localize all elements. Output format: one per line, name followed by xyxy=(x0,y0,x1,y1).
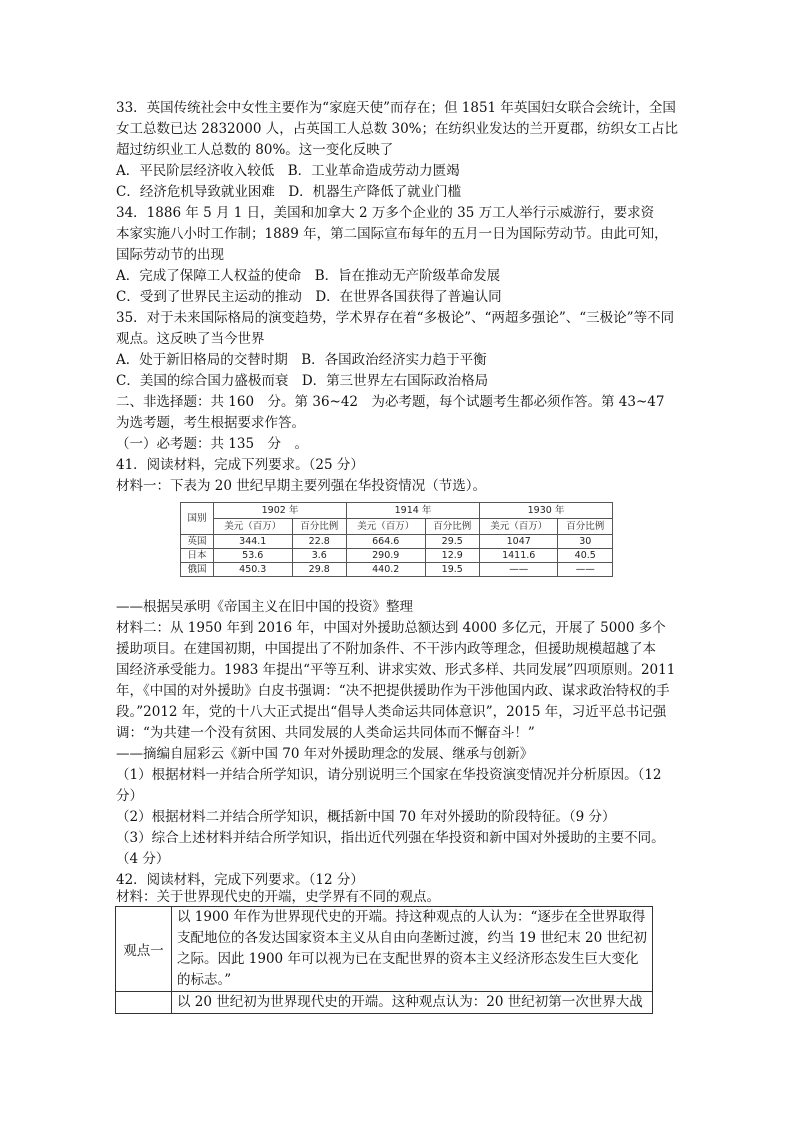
table-row xyxy=(181,563,613,577)
value-cell: 22.8 xyxy=(292,535,346,549)
q41-sub-3-cont: （4 分） xyxy=(116,851,170,867)
q33-line-2: 女工总数已达 2832000 人，占英国工人总数 30%；在纺织业发达的兰开夏郡，纺织女工占比 xyxy=(116,121,679,137)
q41-sub-3: （3）综合上述材料并结合所学知识，指出近代列强在华投资和新中国对外援助的主要不同。 xyxy=(116,830,665,846)
table-row xyxy=(181,549,613,563)
q35-options-cd: C．美国的综合国力盛极而衰 D．第三世界左右国际政治格局 xyxy=(116,373,489,389)
required-section-heading: （一）必考题：共 135 分 。 xyxy=(116,436,309,452)
q33-options-cd: C．经济危机导致就业困难 D．机器生产降低了就业门槛 xyxy=(116,184,462,200)
q42-material-intro: 材料：关于世界现代史的开端，史学界有不同的观点。 xyxy=(116,889,440,905)
sub-header-usd: 美元（百万） xyxy=(479,519,558,535)
value-cell: 450.3 xyxy=(214,563,293,577)
q34-line-3: 国际劳动节的出现 xyxy=(116,247,224,263)
table-row xyxy=(181,535,613,549)
q41-sub-1: （1）根据材料一并结合所学知识，请分别说明三个国家在华投资演变情况并分析原因。（12 xyxy=(116,767,662,783)
viewpoint-row xyxy=(116,992,653,1014)
q34-line-2: 本家实施八小时工作制；1889 年，第二国际宣布每年的五月一日为国际劳动节。由此可知， xyxy=(116,226,668,242)
q35-options-ab: A．处于新旧格局的交替时期 B．各国政治经济实力趋于平衡 xyxy=(116,352,487,368)
investment-table xyxy=(180,502,613,577)
q35-line-1: 35．对于未来国际格局的演变趋势，学术界存在着“多极论”、“两超多强论”、“三极论”等不同 xyxy=(116,310,675,326)
viewpoint-table xyxy=(115,906,653,1014)
viewpoint-label xyxy=(116,992,172,1014)
viewpoint-text: 以 1900 年作为世界现代史的开端。持这种观点的人认为：“逐步在全世界取得支配地位的各发达国家资本主义从自由向垄断过渡，约当 19 世纪末 20 世纪初之际。因此 1900 年可以视为已在支配世界的资本主义经济形态发生巨大变化的标志。” xyxy=(177,909,648,988)
year-header-1914: 1914 年 xyxy=(346,503,479,519)
year-header-1902: 1902 年 xyxy=(214,503,347,519)
value-cell: —— xyxy=(479,563,558,577)
material-2-line-6: 调：“为共建一个没有贫困、共同发展的人类命运共同体而不懈奋斗！” xyxy=(116,725,535,741)
viewpoint-cell xyxy=(172,992,653,1014)
material-2-line-4: 年，《中国的对外援助》白皮书强调：“决不把提供援助作为干涉他国内政、谋求政治特权的手 xyxy=(116,683,670,699)
value-cell: 344.1 xyxy=(214,535,293,549)
q35-line-2: 观点。这反映了当今世界 xyxy=(116,331,265,347)
value-cell: 40.5 xyxy=(558,549,613,563)
material-2-line-1: 材料二：从 1950 年到 2016 年，中国对外援助总额达到 4000 多亿元，开展了 5000 多个 xyxy=(116,620,666,636)
value-cell: 3.6 xyxy=(292,549,346,563)
value-cell: 29.8 xyxy=(292,563,346,577)
q33-options-ab: A．平民阶层经济收入较低 B．工业革命造成劳动力匮竭 xyxy=(116,163,460,179)
value-cell: 1411.6 xyxy=(479,549,558,563)
country-header: 国别 xyxy=(181,503,214,535)
sub-header-pct: 百分比例 xyxy=(425,519,479,535)
material-2-line-3: 国经济承受能力。1983 年提出“平等互利、讲求实效、形式多样、共同发展”四项原则。2011 xyxy=(116,662,676,678)
q41-material-1-intro: 材料一：下表为 20 世纪早期主要列强在华投资情况（节选）。 xyxy=(116,478,487,494)
q41-sub-1-cont: 分） xyxy=(116,788,143,804)
q34-line-1: 34．1886 年 5 月 1 日，美国和加拿大 2 万多个企业的 35 万工人举行示威游行，要求资 xyxy=(116,205,655,221)
viewpoint-label: 观点一 xyxy=(116,907,172,992)
value-cell: 664.6 xyxy=(346,535,425,549)
viewpoint-text: 以 20 世纪初为世界现代史的开端。这种观点认为：20 世纪初第一次世界大战 xyxy=(177,994,643,1010)
q34-options-ab: A．完成了保障工人权益的使命 B．旨在推动无产阶级革命发展 xyxy=(116,268,501,284)
viewpoint-cell xyxy=(172,907,653,992)
q34-options-cd: C．受到了世界民主运动的推动 D．在世界各国获得了普遍认同 xyxy=(116,289,502,305)
value-cell: 290.9 xyxy=(346,549,425,563)
country-cell: 俄国 xyxy=(181,563,214,577)
value-cell: 1047 xyxy=(479,535,558,549)
sub-header-usd: 美元（百万） xyxy=(214,519,293,535)
section-2-heading-cont: 为选考题，考生根据要求作答。 xyxy=(116,415,305,431)
material-1-source: ——根据吴承明《帝国主义在旧中国的投资》整理 xyxy=(116,599,413,615)
q41-heading: 41．阅读材料，完成下列要求。（25 分） xyxy=(116,457,364,473)
value-cell: 19.5 xyxy=(425,563,479,577)
value-cell: 53.6 xyxy=(214,549,293,563)
sub-header-pct: 百分比例 xyxy=(558,519,613,535)
value-cell: 30 xyxy=(558,535,613,549)
sub-header-pct: 百分比例 xyxy=(292,519,346,535)
material-2-source: ——摘编自屈彩云《新中国 70 年对外援助理念的发展、继承与创新》 xyxy=(116,746,534,762)
q33-line-1: 33．英国传统社会中女性主要作为“家庭天使”而存在；但 1851 年英国妇女联合会统计，全国 xyxy=(116,100,676,116)
material-2-line-2: 援助项目。在建国初期，中国提出了不附加条件、不干涉内政等理念，但援助规模超越了本 xyxy=(116,641,656,657)
sub-header-usd: 美元（百万） xyxy=(346,519,425,535)
q33-line-3: 超过纺织业工人总数的 80%。这一变化反映了 xyxy=(116,142,394,158)
material-2-line-5: 段。”2012 年，党的十八大正式提出“倡导人类命运共同体意识”，2015 年，习近平总书记强 xyxy=(116,704,667,720)
q41-sub-2: （2）根据材料二并结合所学知识，概括新中国 70 年对外援助的阶段特征。（9 分） xyxy=(116,809,616,825)
country-cell: 日本 xyxy=(181,549,214,563)
value-cell: —— xyxy=(558,563,613,577)
year-header-1930: 1930 年 xyxy=(479,503,612,519)
country-cell: 英国 xyxy=(181,535,214,549)
viewpoint-row xyxy=(116,907,653,992)
value-cell: 440.2 xyxy=(346,563,425,577)
q42-heading: 42．阅读材料，完成下列要求。（12 分） xyxy=(116,872,364,888)
section-2-heading: 二、非选择题：共 160 分。第 36~42 为必考题，每个试题考生都必须作答。第 43~47 xyxy=(116,394,665,410)
value-cell: 12.9 xyxy=(425,549,479,563)
value-cell: 29.5 xyxy=(425,535,479,549)
